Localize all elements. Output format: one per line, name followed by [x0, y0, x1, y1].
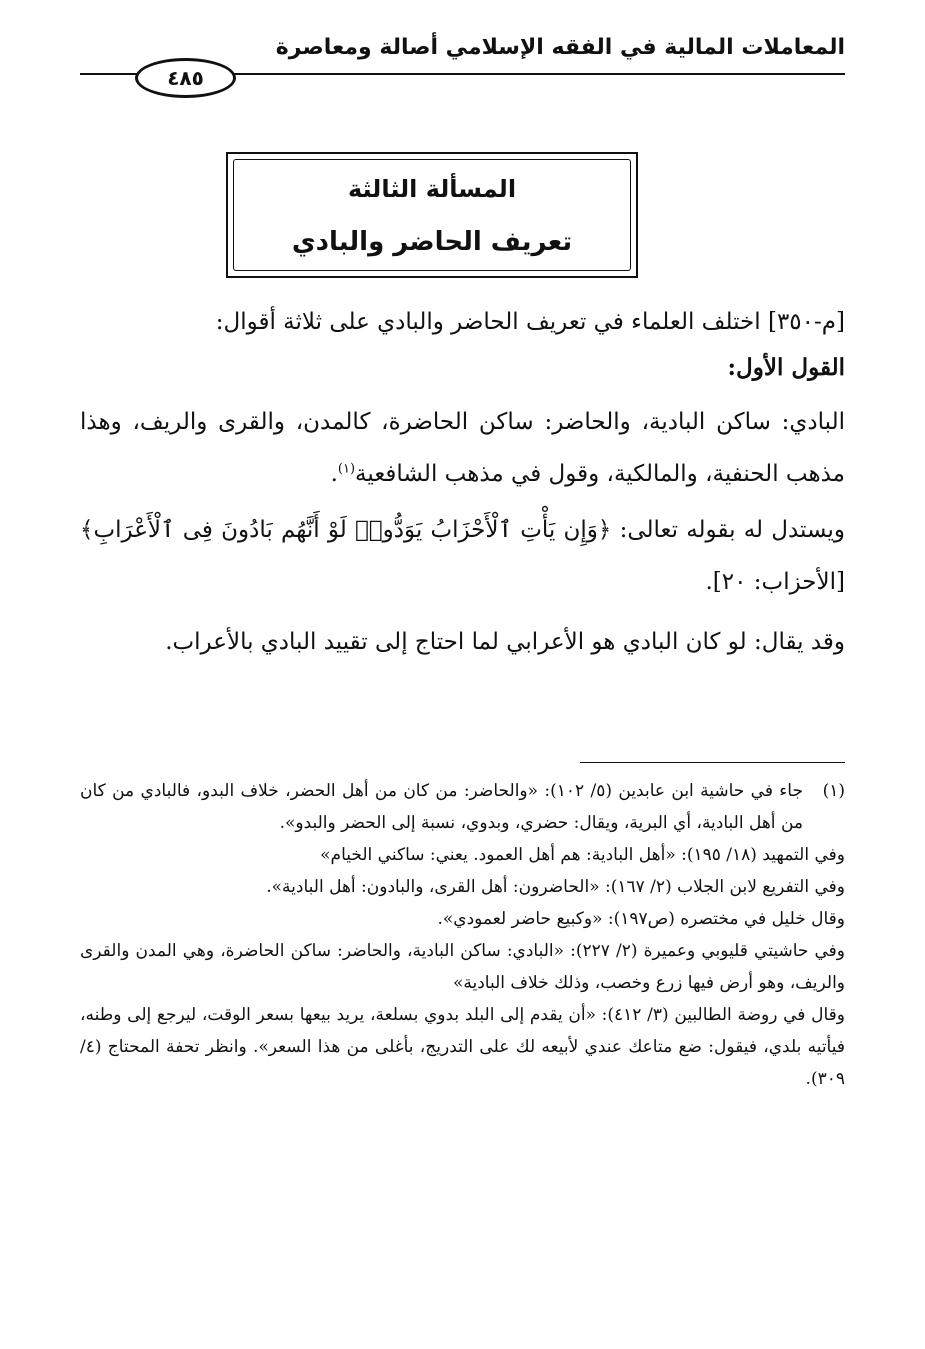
verse-citation: [الأحزاب: ٢٠].	[705, 569, 845, 595]
section-heading: المسألة الثالثة	[347, 175, 517, 203]
section-title-box	[226, 152, 638, 278]
footnote-line-tamhid: وفي التمهيد (١٨/ ١٩٥): «أهل البادية: هم أهل العمود. يعني: ساكني الخيام»	[320, 845, 845, 865]
definition-text: البادي: ساكن البادية، والحاضر: ساكن الحاضرة، كالمدن، والقرى والريف، وهذا مذهب الحنفية، والمالكية، وقول في مذهب الشافعية	[80, 409, 845, 487]
objection-paragraph: وقد يقال: لو كان البادي هو الأعرابي لما احتاج إلى تقييد البادي بالأعراب.	[165, 629, 845, 655]
footnote-separator	[580, 762, 845, 763]
evidence-intro: ويستدل له بقوله تعالى:	[611, 517, 845, 543]
first-opinion-heading: القول الأول:	[727, 354, 845, 381]
section-subheading: تعريف الحاضر والبادي	[291, 227, 573, 257]
definition-paragraph	[80, 396, 845, 500]
footnote-1-number: (١)	[822, 781, 845, 801]
footnote-ref-1[interactable]: (١)	[337, 461, 356, 477]
footnote-1	[80, 775, 845, 839]
quran-verse: ﴿وَإِن يَأْتِ ٱلْأَحْزَابُ يَوَدُّوا۟ لَوْ أَنَّهُم بَادُونَ فِى ٱلْأَعْرَابِ﴾	[80, 517, 612, 543]
main-text	[80, 300, 845, 668]
intro-paragraph: [م-٣٥٠] اختلف العلماء في تعريف الحاضر والبادي على ثلاثة أقوال:	[215, 309, 845, 335]
footnote-line-qalyubi: وفي حاشيتي قليوبي وعميرة (٢/ ٢٢٧): «البادي: ساكن البادية، والحاضر: ساكن الحاضرة، وهي المدن والقرى والريف، وهو أرض فيها زرع وخصب، وذلك خلاف البادية»	[80, 941, 845, 993]
page-number-badge: ٤٨٥	[135, 58, 236, 98]
definition-end: .	[330, 461, 338, 487]
footnotes	[80, 775, 845, 1095]
footnote-line-tafri: وفي التفريع لابن الجلاب (٢/ ١٦٧): «الحاضرون: أهل القرى، والبادون: أهل البادية».	[266, 877, 845, 897]
footnote-line-rawda: وقال في روضة الطالبين (٣/ ٤١٢): «أن يقدم إلى البلد بدوي بسلعة، يريد بيعها بسعر الوقت، ليرجع إلى وطنه، فيأتيه بلدي، فيقول: ضع متاعك عندي لأبيعه لك على التدريج، بأغلى من هذا السعر». وانظر تحفة المحتاج (٤/ ٣٠٩).	[80, 1005, 845, 1089]
section-title-frame	[233, 159, 631, 271]
running-header-title: المعاملات المالية في الفقه الإسلامي أصالة ومعاصرة	[275, 35, 845, 60]
footnote-1-text: جاء في حاشية ابن عابدين (٥/ ١٠٢): «والحاضر: من كان من أهل الحضر، خلاف البدو، فالبادي من كان من أهل البادية، أي البرية، ويقال: حضري، وبدوي، نسبة إلى الحضر والبدو».	[80, 781, 803, 833]
footnote-line-khalil: وقال خليل في مختصره (ص١٩٧): «وكبيع حاضر لعمودي».	[437, 909, 845, 929]
evidence-paragraph	[80, 504, 845, 608]
